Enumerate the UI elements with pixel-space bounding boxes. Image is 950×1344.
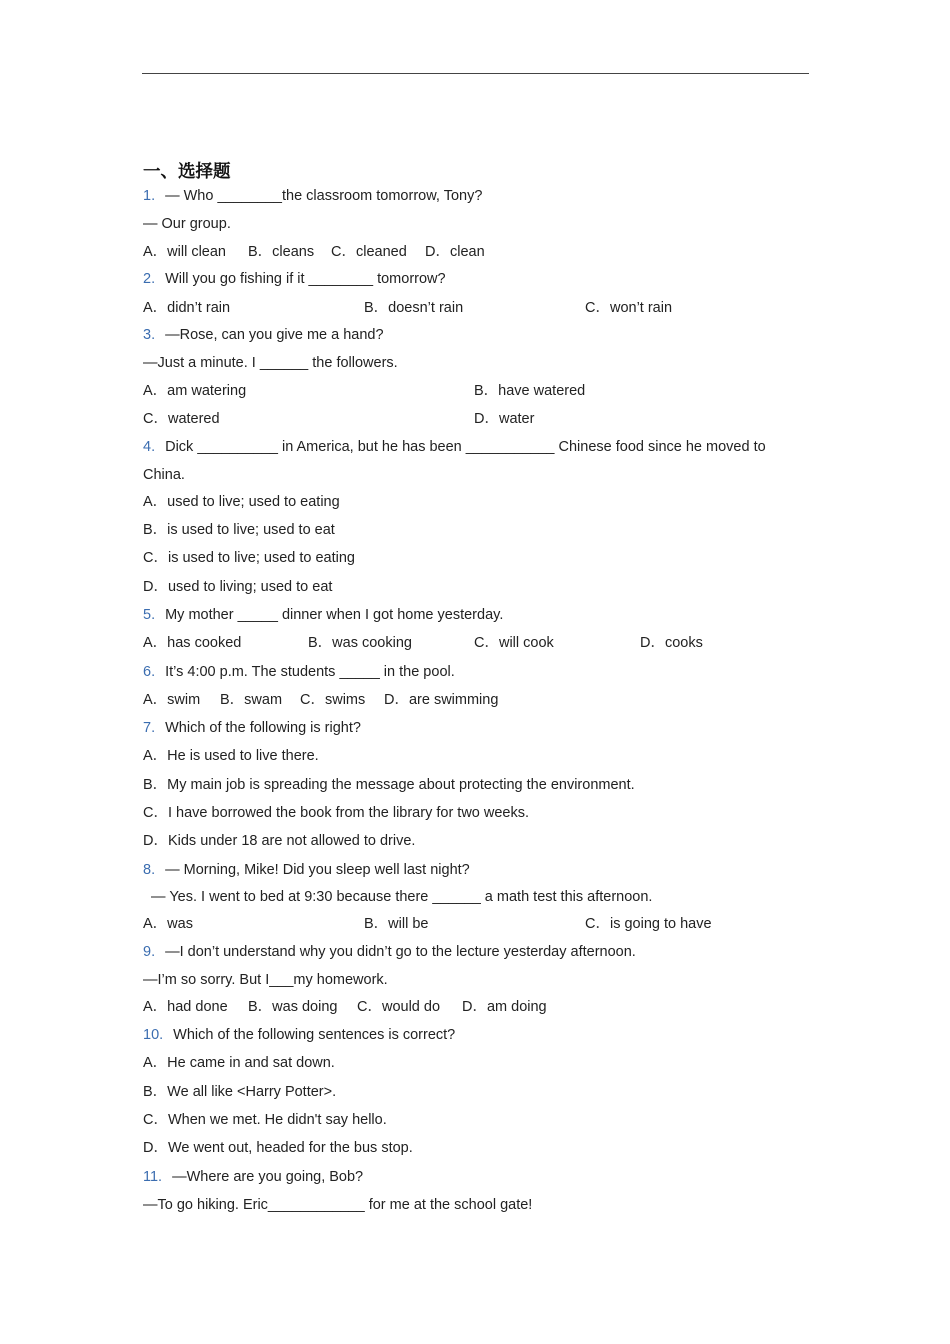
question-stem: Dick __________ in America, but he has been ___________ Chinese food since he moved to — [165, 439, 766, 455]
option-a[interactable]: A．didn’t rain — [143, 300, 231, 316]
answer-line: — Yes. I went to bed at 9:30 because there ______ a math test this afternoon. — [143, 889, 653, 905]
option-a[interactable]: A．used to live; used to eating — [143, 494, 340, 510]
option-c[interactable]: C．cleaned — [331, 244, 407, 260]
option-b[interactable]: B．cleans — [248, 244, 315, 260]
option-d[interactable]: D．We went out, headed for the bus stop. — [143, 1140, 413, 1156]
option-d[interactable]: D．clean — [425, 244, 485, 260]
option-c[interactable]: C．is going to have — [585, 916, 712, 932]
section-title: 一、选择题 — [143, 162, 231, 182]
question-8 — [143, 860, 470, 880]
question-1 — [143, 186, 482, 206]
question-number: 10. — [143, 1027, 164, 1043]
question-number: 9. — [143, 944, 156, 960]
question-number: 7. — [143, 720, 156, 736]
question-stem: Which of the following sentences is correct? — [173, 1027, 456, 1043]
option-a[interactable]: A．He came in and sat down. — [143, 1055, 335, 1071]
option-d[interactable]: D．water — [474, 411, 535, 427]
option-b[interactable]: B．is used to live; used to eat — [143, 522, 335, 538]
option-d[interactable]: D．used to living; used to eat — [143, 579, 333, 595]
option-c[interactable]: C．watered — [143, 411, 220, 427]
question-stem: —Where are you going, Bob? — [172, 1169, 364, 1185]
option-b[interactable]: B．We all like <Harry Potter>. — [143, 1084, 337, 1100]
option-c[interactable]: C．won’t rain — [585, 300, 673, 316]
option-b[interactable]: B．will be — [364, 916, 429, 932]
option-a[interactable]: A．has cooked — [143, 635, 242, 651]
option-d[interactable]: D．are swimming — [384, 692, 499, 708]
option-d[interactable]: D．Kids under 18 are not allowed to drive. — [143, 833, 416, 849]
question-number: 11. — [143, 1169, 163, 1185]
question-5 — [143, 605, 503, 625]
option-d[interactable]: D．am doing — [462, 999, 547, 1015]
option-b[interactable]: B．My main job is spreading the message about protecting the environment. — [143, 777, 635, 793]
option-b[interactable]: B．have watered — [474, 383, 586, 399]
option-a[interactable]: A．will clean — [143, 244, 226, 260]
header-rule — [142, 73, 809, 74]
stem-continuation: China. — [143, 467, 185, 483]
question-number: 6. — [143, 664, 156, 680]
option-b[interactable]: B．was cooking — [308, 635, 412, 651]
option-b[interactable]: B．doesn’t rain — [364, 300, 464, 316]
question-stem: Will you go fishing if it ________ tomorrow? — [165, 271, 446, 287]
option-a[interactable]: A．He is used to live there. — [143, 748, 319, 764]
option-c[interactable]: C．is used to live; used to eating — [143, 550, 355, 566]
question-9 — [143, 942, 636, 962]
answer-line: —I’m so sorry. But I___my homework. — [143, 972, 388, 988]
question-number: 2. — [143, 271, 156, 287]
question-stem: — Morning, Mike! Did you sleep well last night? — [165, 862, 470, 878]
question-stem: Which of the following is right? — [165, 720, 361, 736]
option-b[interactable]: B．was doing — [248, 999, 338, 1015]
question-number: 4. — [143, 439, 156, 455]
option-c[interactable]: C．will cook — [474, 635, 554, 651]
option-b[interactable]: B．swam — [220, 692, 283, 708]
question-11 — [143, 1167, 363, 1187]
question-2 — [143, 269, 446, 289]
question-4 — [143, 437, 766, 457]
answer-line: — Our group. — [143, 216, 231, 232]
option-d[interactable]: D．cooks — [640, 635, 703, 651]
question-number: 3. — [143, 327, 156, 343]
question-6 — [143, 662, 455, 682]
option-c[interactable]: C．When we met. He didn't say hello. — [143, 1112, 387, 1128]
question-stem: It’s 4:00 p.m. The students _____ in the pool. — [165, 664, 455, 680]
option-a[interactable]: A．was — [143, 916, 193, 932]
answer-line: —Just a minute. I ______ the followers. — [143, 355, 398, 371]
option-c[interactable]: C．I have borrowed the book from the library for two weeks. — [143, 805, 530, 821]
question-stem: My mother _____ dinner when I got home yesterday. — [165, 607, 504, 623]
question-stem: — Who ________the classroom tomorrow, Tony? — [165, 188, 483, 204]
answer-line: —To go hiking. Eric____________ for me at the school gate! — [143, 1197, 533, 1213]
option-a[interactable]: A．swim — [143, 692, 201, 708]
question-number: 1. — [143, 188, 156, 204]
question-7 — [143, 718, 361, 738]
question-stem: —Rose, can you give me a hand? — [165, 327, 384, 343]
question-number: 8. — [143, 862, 156, 878]
question-3 — [143, 325, 384, 345]
option-c[interactable]: C．would do — [357, 999, 441, 1015]
option-c[interactable]: C．swims — [300, 692, 366, 708]
question-stem: —I don’t understand why you didn’t go to the lecture yesterday afternoon. — [165, 944, 636, 960]
question-10 — [143, 1025, 455, 1045]
option-a[interactable]: A．am watering — [143, 383, 247, 399]
option-a[interactable]: A．had done — [143, 999, 228, 1015]
question-number: 5. — [143, 607, 156, 623]
